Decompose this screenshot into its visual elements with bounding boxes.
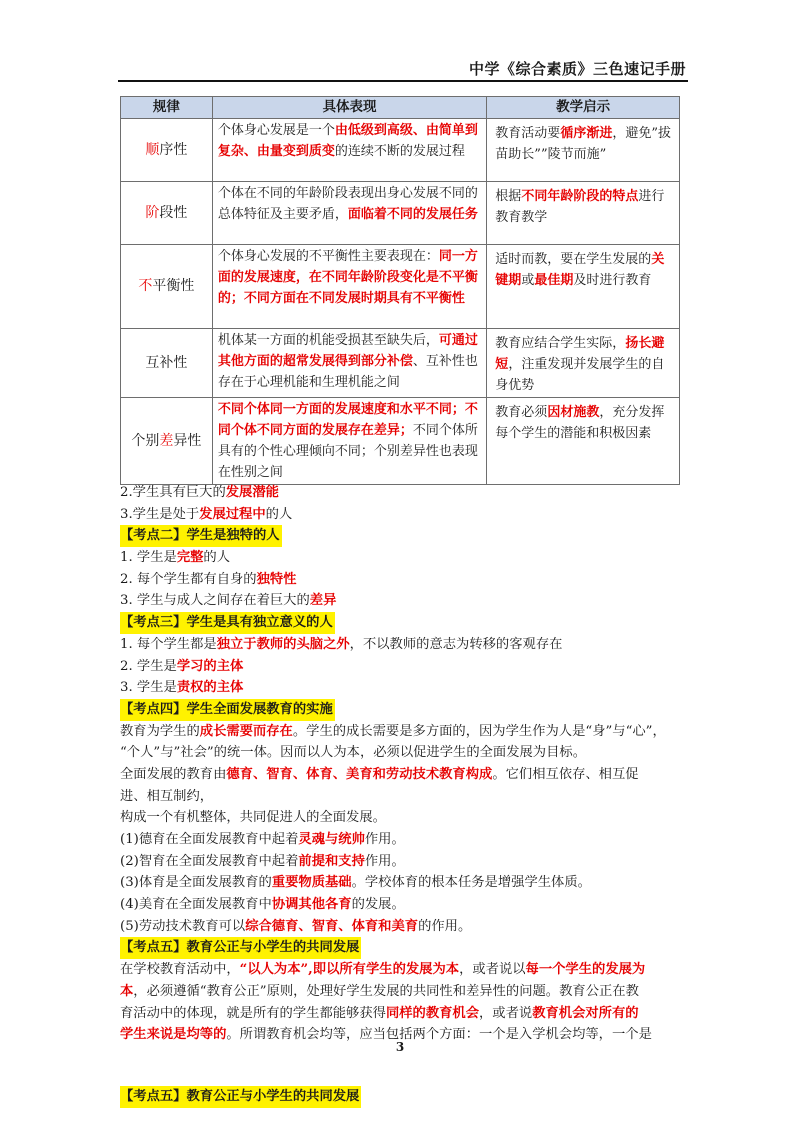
law-name-cell — [121, 119, 213, 182]
highlight-text: 可通过其他方面的超常发展得到部分补偿 — [217, 333, 478, 369]
text-run: ，必须遵循“教育公正”原则，处理好学生发展的共同性和差异性的问题。教育公正在教 — [133, 983, 639, 999]
highlight-text: 不同个体同一方面的发展速度和水平不同；不同个体不同方面的发展存在差异； — [217, 402, 478, 438]
highlight-text: 学生来说是均等的 — [120, 1027, 227, 1043]
teaching-hint-cell — [487, 329, 680, 398]
text-run: ，充分发挥每个学生的潜能和积极因素 — [495, 405, 665, 441]
highlight-text: 学习的主体 — [176, 658, 244, 674]
text-line — [120, 634, 685, 656]
expression-cell — [212, 119, 486, 182]
table-row — [121, 398, 680, 485]
highlight-text: 综合德育、智育、体育和美育 — [245, 918, 419, 934]
section-heading: 【考点五】教育公正与小学生的共同发展 — [120, 937, 361, 959]
text-run: 育活动中的体现，就是所有的学生都能够获得 — [120, 1005, 386, 1021]
highlight-text: 教育机会对所有的 — [532, 1005, 639, 1021]
table-row — [121, 245, 680, 329]
text-run: 。所谓教育机会均等，应当包括两个方面：一个是入学机会均等，一个是 — [226, 1027, 652, 1043]
highlight-text: 发展潜能 — [225, 485, 279, 500]
highlight-text: 扬长避短 — [495, 336, 665, 372]
text-run: ，注重发现并发展学生的自身优势 — [495, 357, 665, 393]
highlight-text: 德育、智育、体育、美育和劳动技术教育构成 — [226, 766, 493, 782]
highlight-text: 差异 — [309, 593, 337, 609]
highlight-text: 由低级到高级、由简单到复杂、由量变到质变 — [217, 123, 478, 159]
text-run: 作用。 — [364, 853, 405, 869]
text-run: “个人”与”社会”的统一体。因而以人为本，必须以促进学生的全面发展为目标。 — [120, 745, 586, 761]
text-run: ，或者说以 — [459, 962, 526, 978]
main-content — [120, 482, 685, 1046]
text-line — [120, 721, 685, 743]
text-run: ，避免”拔苗助长””陵节而施” — [495, 126, 671, 162]
expression-cell — [212, 245, 486, 329]
text-run: (3)体育是全面发展教育的 — [120, 875, 272, 891]
highlight-text: 灵魂与统帅 — [298, 832, 365, 847]
section-heading-row — [120, 937, 685, 959]
text-line — [120, 547, 685, 569]
text-line — [120, 894, 685, 916]
highlight-text: 发展过程中 — [199, 506, 266, 522]
law-name-part: 互 — [145, 354, 160, 371]
highlight-text: 同样的教育机会 — [385, 1005, 480, 1021]
text-line — [120, 482, 685, 504]
text-line — [120, 656, 685, 678]
text-run: 不同个体所具有的个性心理倾向不同；个别差异性也表现在性别之间 — [217, 423, 478, 480]
text-run: 1. 学生是 — [120, 550, 177, 566]
section-heading: 【考点四】学生全面发展教育的实施 — [120, 699, 335, 721]
law-name-part: 个别 — [131, 432, 160, 449]
law-name-part: 平衡性 — [152, 278, 195, 294]
section-heading: 【考点三】学生是具有独立意义的人 — [120, 612, 335, 634]
text-line — [120, 677, 685, 699]
highlight-text: 每一个学生的发展为 — [525, 962, 646, 978]
highlight-text: 同一方面的发展速度，在不同年龄阶段变化是不平衡的；不同方面在不同发展时期具有不平衡性 — [217, 249, 478, 306]
text-run: 2.学生具有巨大的 — [120, 485, 226, 500]
text-run: (1)德育在全面发展教育中起着 — [120, 832, 299, 847]
section-heading: 【考点五】教育公正与小学生的共同发展 — [120, 1086, 361, 1108]
text-run: 作用。 — [364, 832, 405, 847]
text-run: 教育活动要 — [495, 126, 561, 141]
highlight-text: 重要物质基础 — [271, 875, 352, 891]
text-run: 构成一个有机整体，共同促进人的全面发展。 — [120, 810, 386, 826]
section-heading-row — [120, 612, 685, 634]
text-run: 的人 — [265, 506, 293, 522]
law-name-cell — [121, 182, 213, 245]
teaching-hint-cell — [487, 245, 680, 329]
teaching-hint-cell — [487, 182, 680, 245]
highlight-text: 责权的主体 — [176, 680, 244, 696]
text-run: 适时而教，要在学生发展的 — [495, 252, 652, 267]
text-run: 教育应结合学生实际， — [495, 336, 626, 351]
text-run: ，不以教师的意志为转移的客观存在 — [349, 636, 563, 652]
highlight-text: 关键期 — [495, 252, 665, 288]
text-line — [120, 590, 685, 612]
table-header-row — [121, 97, 680, 119]
text-line — [120, 959, 685, 981]
law-name-cell — [121, 398, 213, 485]
expression-cell — [212, 182, 486, 245]
text-line — [120, 786, 685, 808]
text-run: 教育必须 — [495, 405, 548, 420]
text-run: 在学校教育活动中， — [120, 962, 240, 978]
section-heading: 【考点二】学生是独特的人 — [120, 525, 282, 547]
highlight-text: “以人为本”,即以所有学生的发展为本 — [239, 962, 460, 978]
text-run: 3. 学生与成人之间存在着巨大的 — [120, 593, 310, 609]
text-line — [120, 829, 685, 851]
expression-cell — [212, 398, 486, 485]
text-run: 、互补性也存在于心理机能和生理机能之间 — [217, 354, 478, 390]
text-run: 全面发展的教育由 — [120, 766, 227, 782]
text-run: 的作用。 — [418, 918, 472, 934]
table-header-cell: 规律 — [121, 97, 213, 119]
footer-section-heading — [120, 1086, 361, 1108]
text-line — [120, 807, 685, 829]
highlight-text: 前提和支持 — [298, 853, 365, 869]
text-run: 教育为学生的 — [120, 723, 200, 739]
highlight-text: 独立于教师的头脑之外 — [216, 636, 350, 652]
highlight-text: 最佳期 — [534, 273, 574, 288]
text-run: (5)劳动技术教育可以 — [120, 918, 246, 934]
text-line — [120, 851, 685, 873]
text-line — [120, 1003, 685, 1025]
text-run: 2. 每个学生都有自身的 — [120, 571, 257, 587]
text-run: 的发展。 — [351, 897, 405, 913]
law-name-cell — [121, 245, 213, 329]
text-line — [120, 569, 685, 591]
law-name-part: 补性 — [159, 354, 188, 371]
table-body — [121, 119, 680, 485]
text-line — [120, 742, 685, 764]
highlight-text: 本 — [120, 983, 134, 999]
law-name-cell — [121, 329, 213, 398]
law-name-part: 差 — [159, 432, 174, 449]
text-run: 或 — [521, 273, 535, 288]
text-run: 进行教育教学 — [495, 189, 665, 225]
text-run: 。它们相互依存、相互促 — [492, 766, 639, 782]
text-run: (2)智育在全面发展教育中起着 — [120, 853, 299, 869]
text-run: 1. 每个学生都是 — [120, 636, 217, 652]
text-line — [120, 764, 685, 786]
table-row — [121, 182, 680, 245]
highlight-text: 协调其他各育 — [271, 897, 352, 913]
table-header-cell: 具体表现 — [212, 97, 486, 119]
text-line — [120, 872, 685, 894]
law-name-part: 顺 — [145, 141, 160, 158]
text-run: 3. 学生是 — [120, 680, 177, 696]
text-run: 个体身心发展的不平衡性主要表现在： — [217, 249, 439, 264]
text-run: 。学生的成长需要是多方面的，因为学生作为人是“身”与“心”， — [292, 723, 666, 739]
table-row — [121, 329, 680, 398]
text-run: 根据 — [495, 189, 522, 204]
development-law-table — [120, 96, 680, 485]
text-run: 个体在不同的年龄阶段表现出身心发展不同的总体特征及主要矛盾， — [217, 186, 478, 222]
text-line — [120, 916, 685, 938]
header-rule — [118, 80, 688, 82]
highlight-text: 完整 — [176, 550, 204, 566]
text-run: 的连续不断的发展过程 — [334, 144, 465, 159]
law-name-part: 阶 — [145, 204, 160, 221]
teaching-hint-cell — [487, 398, 680, 485]
table-header-cell: 教学启示 — [487, 97, 680, 119]
text-run: 机体某一方面的机能受损甚至缺失后， — [217, 333, 439, 348]
law-name-part: 不 — [138, 278, 153, 294]
expression-cell — [212, 329, 486, 398]
text-run: 进、相互制约， — [120, 788, 214, 804]
text-line — [120, 981, 685, 1003]
text-run: 3.学生是处于 — [120, 506, 200, 522]
text-line — [120, 504, 685, 526]
text-run: 2. 学生是 — [120, 658, 177, 674]
text-run: 的人 — [203, 550, 230, 566]
text-run: ，或者说 — [479, 1005, 533, 1021]
law-name-part: 异性 — [173, 432, 202, 449]
text-run: 及时进行教育 — [573, 273, 652, 288]
highlight-text: 成长需要而存在 — [199, 723, 293, 739]
highlight-text: 因材施教 — [547, 405, 600, 420]
highlight-text: 不同年龄阶段的特点 — [521, 189, 639, 204]
document-header: 中学《综合素质》三色速记手册 — [468, 60, 686, 78]
text-run: (4)美育在全面发展教育中 — [120, 897, 272, 913]
text-run: 个体身心发展是一个 — [217, 123, 335, 138]
highlight-text: 面临着不同的发展任务 — [347, 207, 478, 222]
section-heading-row — [120, 699, 685, 721]
highlight-text: 循序渐进 — [560, 126, 613, 141]
law-name-part: 序性 — [159, 141, 188, 158]
table-row — [121, 119, 680, 182]
text-run: 。学校体育的根本任务是增强学生体质。 — [351, 875, 591, 891]
teaching-hint-cell — [487, 119, 680, 182]
page-number: 3 — [395, 1040, 405, 1054]
law-name-part: 段性 — [159, 204, 188, 221]
highlight-text: 独特性 — [256, 571, 297, 587]
section-heading-row — [120, 525, 685, 547]
